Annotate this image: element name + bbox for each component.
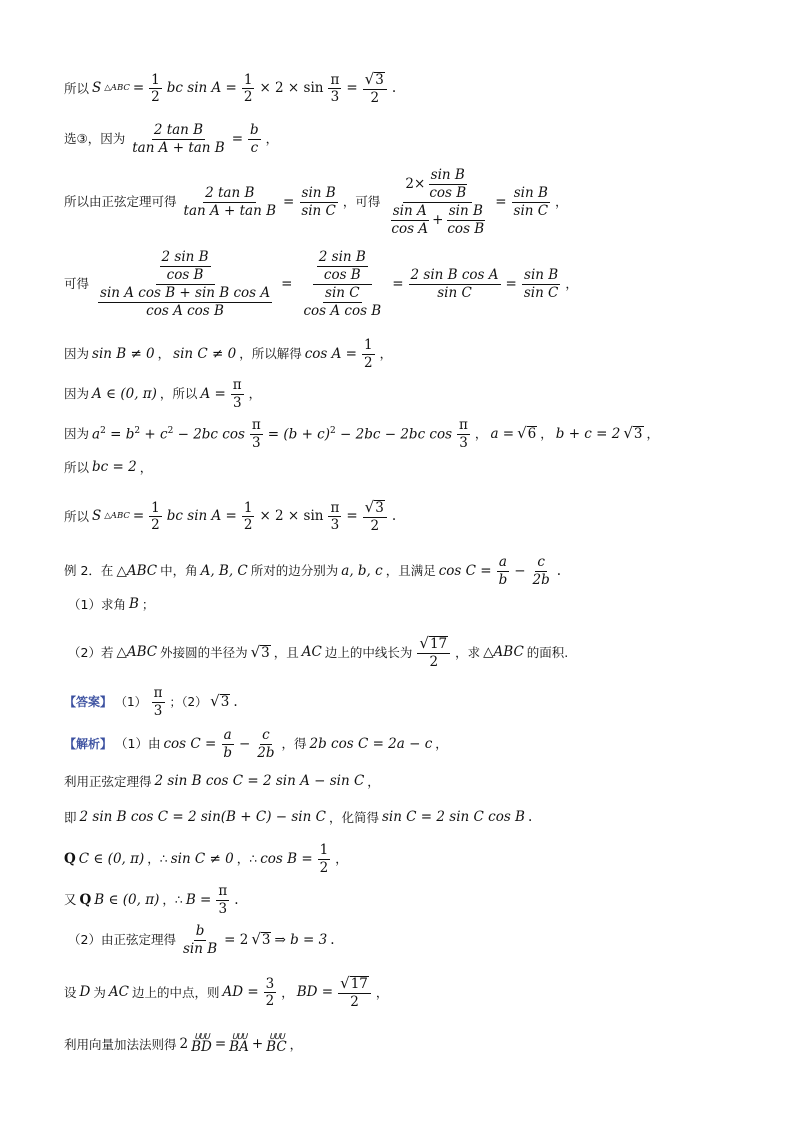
area-formula-line-2 [64, 500, 754, 534]
math: . [391, 508, 397, 525]
text: 的面积. [526, 644, 569, 660]
text: 中，角 [160, 563, 198, 579]
math: △ABC [116, 562, 158, 579]
text: ， [435, 736, 448, 752]
math: cos A = [304, 345, 357, 362]
fraction: $\frac{b}{c}$ [250, 122, 259, 156]
math: + [251, 1036, 264, 1052]
math: bc sin A = [166, 508, 237, 525]
text: 设 [64, 984, 77, 1000]
math: BD = [296, 984, 334, 1001]
math: cos C = [163, 735, 217, 752]
fraction: $\frac{c}{2b}$ [257, 727, 275, 761]
text: ， [555, 194, 568, 210]
math: . [556, 562, 562, 579]
text: ， [139, 459, 153, 475]
text: ，∴ [162, 892, 183, 908]
text: 即 [64, 809, 77, 825]
math: = [392, 275, 404, 292]
fraction: $\frac{\pi}{3}$ [218, 883, 228, 917]
cosA-line [64, 338, 754, 371]
fraction: $\frac{\text{2 tan B}}{\text{tan A + tan B}}$ [183, 184, 276, 219]
math: = 2 [224, 931, 249, 948]
text: 因为 [64, 346, 90, 362]
math: = [281, 275, 293, 292]
text: （1）由 [115, 736, 161, 752]
fraction: $\frac{1}{2}$ [243, 71, 253, 106]
answer-tag: 【答案】 [64, 694, 113, 709]
vector-BA: ᑌᑌᑌ BA [229, 1032, 249, 1055]
math: A ∈ (0, π) [92, 385, 157, 402]
text: 选③，因为 [64, 131, 126, 147]
fraction: √ 3 2 [363, 72, 387, 106]
angleA-line [64, 378, 754, 411]
text: ， [375, 984, 389, 1000]
fraction: $\frac{\text{sin B}}{\text{sin C}}$ [513, 184, 549, 219]
sqrt: √ 6 [517, 424, 537, 443]
math: A, B, C [200, 562, 248, 579]
math: . [330, 931, 335, 948]
simplify-step [64, 810, 754, 825]
compound-fraction: $\frac{\frac{\text{2 sin B}}{\text{cos B}}}{\frac{\text{sin A cos B + sin B cos A}}{\text{cos A cos B}}}$ [100, 249, 271, 319]
math: = [214, 1036, 227, 1052]
math: sin C = 2 sin C cos B [381, 809, 525, 825]
answer-line [64, 686, 754, 719]
text: ； [141, 596, 155, 612]
text: ， [646, 426, 660, 442]
math: bc = 2 [92, 459, 137, 475]
text: 例 2．在 [64, 563, 114, 579]
fraction: √ 17 2 [338, 976, 371, 1010]
text: ，且满足 [385, 563, 436, 579]
text: 所以 [64, 80, 90, 96]
question-part-1 [68, 597, 754, 612]
question-part-2 [68, 636, 754, 670]
text: 为 [93, 984, 106, 1000]
sqrt: √ 3 [250, 642, 270, 661]
fraction: $\frac{c}{2b}$ [532, 554, 550, 588]
math: D [79, 984, 91, 1001]
analysis-line [64, 728, 754, 761]
math: B [128, 596, 139, 612]
text: 利用向量加法法则得 [64, 1036, 177, 1052]
math: − [238, 735, 251, 752]
fraction: $\frac{1}{2}$ [151, 499, 160, 534]
fraction: $\frac{\text{2 tan B}}{\text{tan A + tan B}}$ [132, 122, 225, 156]
text: 因为 [64, 386, 90, 402]
math: cos B = [260, 850, 313, 867]
math: = [132, 80, 145, 97]
fraction: $\frac{\pi}{3}$ [251, 417, 261, 451]
simplify-line [64, 250, 754, 318]
math: △ABC [483, 644, 524, 661]
text: ， [281, 984, 294, 1000]
text: ，∴ [236, 851, 258, 867]
math: a = [490, 425, 515, 442]
text: （2）由正弦定理得 [68, 932, 176, 948]
part-2-sine-rule [68, 924, 754, 957]
fraction: $\frac{\text{sin B}}{\text{sin C}}$ [301, 184, 336, 219]
vector-BC: ᑌᑌᑌ BC [266, 1032, 287, 1055]
text: 所以 [64, 459, 90, 475]
fraction: $\frac{1}{2}$ [319, 842, 329, 876]
math: = [132, 508, 145, 525]
sine-rule-step [64, 774, 754, 789]
text: ，所以解得 [239, 346, 302, 362]
fraction: $\frac{\pi}{3}$ [232, 377, 242, 411]
math: S [92, 508, 102, 525]
text: 所以 [64, 508, 90, 524]
text: 边上的中线长为 [324, 644, 413, 660]
fraction: $\frac{\pi}{3}$ [330, 71, 340, 106]
text: 因为 [64, 426, 90, 442]
math: × 2 × sin [259, 508, 324, 525]
text: ，化简得 [328, 809, 379, 825]
math: . [527, 809, 533, 825]
math: B = [185, 891, 212, 908]
math: = [495, 193, 507, 210]
fraction: $\frac{1}{2}$ [151, 71, 160, 106]
math: AD = [222, 984, 259, 1001]
math: . [233, 693, 238, 710]
text: 边上的中点，则 [131, 984, 220, 1000]
text: Q [64, 850, 76, 867]
sqrt: √ 3 [251, 930, 271, 949]
math: 2 sin B cos C = 2 sin A − sin C [154, 773, 365, 789]
text: 所对的边分别为 [250, 563, 339, 579]
text: 可得 [64, 276, 90, 292]
bc-line [64, 460, 754, 475]
math: AC [301, 644, 322, 661]
math: a, b, c [341, 562, 383, 579]
math: × 2 × sin [259, 80, 324, 97]
math: $a^2 = b^2 + c^2 - 2bc$ cos [92, 425, 245, 443]
text: ，得 [281, 736, 307, 752]
text: 利用正弦定理得 [64, 773, 152, 789]
text: 外接圆的半径为 [160, 644, 248, 660]
midpoint-line [64, 976, 754, 1010]
compound-fraction: 2× $\frac{\text{sin B}}{\text{cos B}}$ $\frac{\text{sin A}}{\text{cos A}}$ + $\frac{\text{sin B}}{\text{cos B}}$ [391, 167, 485, 237]
math: b + c = 2 [555, 425, 621, 442]
cosB-step [64, 843, 754, 876]
fraction: $\frac{1}{2}$ [364, 337, 373, 371]
text: （1）求角 [68, 596, 126, 612]
math: AC [108, 984, 129, 1001]
text: ， [474, 426, 488, 442]
text: （2）若 [68, 644, 114, 660]
math: = $(b + c)^2 - 2bc - 2bc$ cos [267, 425, 453, 443]
angleB-step [64, 884, 754, 917]
fraction: $\frac{\pi}{3}$ [459, 417, 468, 451]
math: 2b cos C = 2a − c [309, 735, 433, 752]
fraction: √ 3 2 [363, 500, 387, 534]
math: A = [200, 385, 226, 402]
math: 2 sin B cos C = 2 sin(B + C) − sin C [79, 809, 326, 825]
math: . [391, 80, 397, 97]
analysis-tag: 【解析】 [64, 736, 113, 751]
vector-line [64, 1034, 754, 1055]
compound-fraction: $\frac{\frac{\text{2 sin B}}{\text{cos B}}}{\frac{\text{sin C}}{\text{cos A cos B}}}$ [303, 249, 382, 319]
math: . [234, 891, 239, 908]
text: ，∴ [147, 851, 168, 867]
fraction: $\frac{\text{2 sin B cos A}}{\text{sin C}}$ [410, 266, 499, 301]
example-2-statement [64, 555, 754, 588]
math: − [514, 562, 526, 579]
fraction: √ 17 2 [417, 636, 450, 670]
text: ；（2） [169, 694, 208, 709]
choice-three-line [64, 123, 754, 156]
fraction: $\frac{3}{2}$ [265, 975, 275, 1010]
text: ， [540, 426, 553, 442]
text: ，所以 [159, 386, 198, 402]
math: 2 [179, 1036, 189, 1052]
text: ， [289, 1036, 303, 1052]
fraction: $\frac{a}{b}$ [498, 554, 508, 588]
fraction: $\frac{a}{b}$ [223, 727, 232, 761]
math: sin B ≠ 0 [92, 345, 155, 362]
sqrt: √ 3 [623, 424, 643, 443]
fraction: $\frac{1}{2}$ [243, 499, 253, 534]
text: ， [248, 386, 262, 402]
math: B ∈ (0, π) [94, 891, 160, 908]
math: = [346, 80, 358, 97]
text: 又 [64, 892, 77, 908]
text: ，且 [273, 644, 299, 660]
text: ， [379, 346, 393, 362]
subscript: △ABC [104, 83, 130, 94]
vector-BD: ᑌᑌᑌ BD [191, 1032, 212, 1055]
math: S [92, 80, 102, 97]
sine-rule-line [64, 168, 754, 236]
math: bc sin A = [166, 80, 237, 97]
sqrt: √ 3 [210, 692, 230, 711]
math: △ABC [116, 644, 158, 661]
fraction: $\frac{b}{\text{sin B}}$ [182, 923, 218, 957]
text: ， [265, 131, 279, 147]
fraction: $\frac{\pi}{3}$ [330, 499, 340, 534]
subscript: △ABC [104, 511, 130, 522]
text: ， [367, 773, 380, 789]
text: ，求 [455, 644, 481, 660]
math: = [346, 508, 358, 525]
text: Q [79, 891, 92, 908]
text: （1） [115, 694, 147, 709]
text: 所以由正弦定理可得 [64, 194, 177, 210]
area-formula-line [64, 72, 754, 106]
fraction: $\frac{\pi}{3}$ [153, 685, 163, 719]
math: C ∈ (0, π) [78, 850, 145, 867]
math: sin C ≠ 0 [170, 850, 234, 867]
text: ， [335, 851, 348, 867]
cosine-rule-line [64, 418, 754, 451]
math: = [231, 130, 244, 147]
math: = [283, 193, 295, 210]
math: ⇒ b = 3 [274, 931, 328, 948]
text: ， [565, 276, 578, 292]
math: cos C = [438, 562, 492, 579]
math: = [505, 275, 517, 292]
text: ， [157, 346, 171, 362]
text: ，可得 [342, 194, 381, 210]
math: sin C ≠ 0 [173, 345, 237, 362]
fraction: $\frac{\text{sin B}}{\text{sin C}}$ [523, 266, 559, 301]
